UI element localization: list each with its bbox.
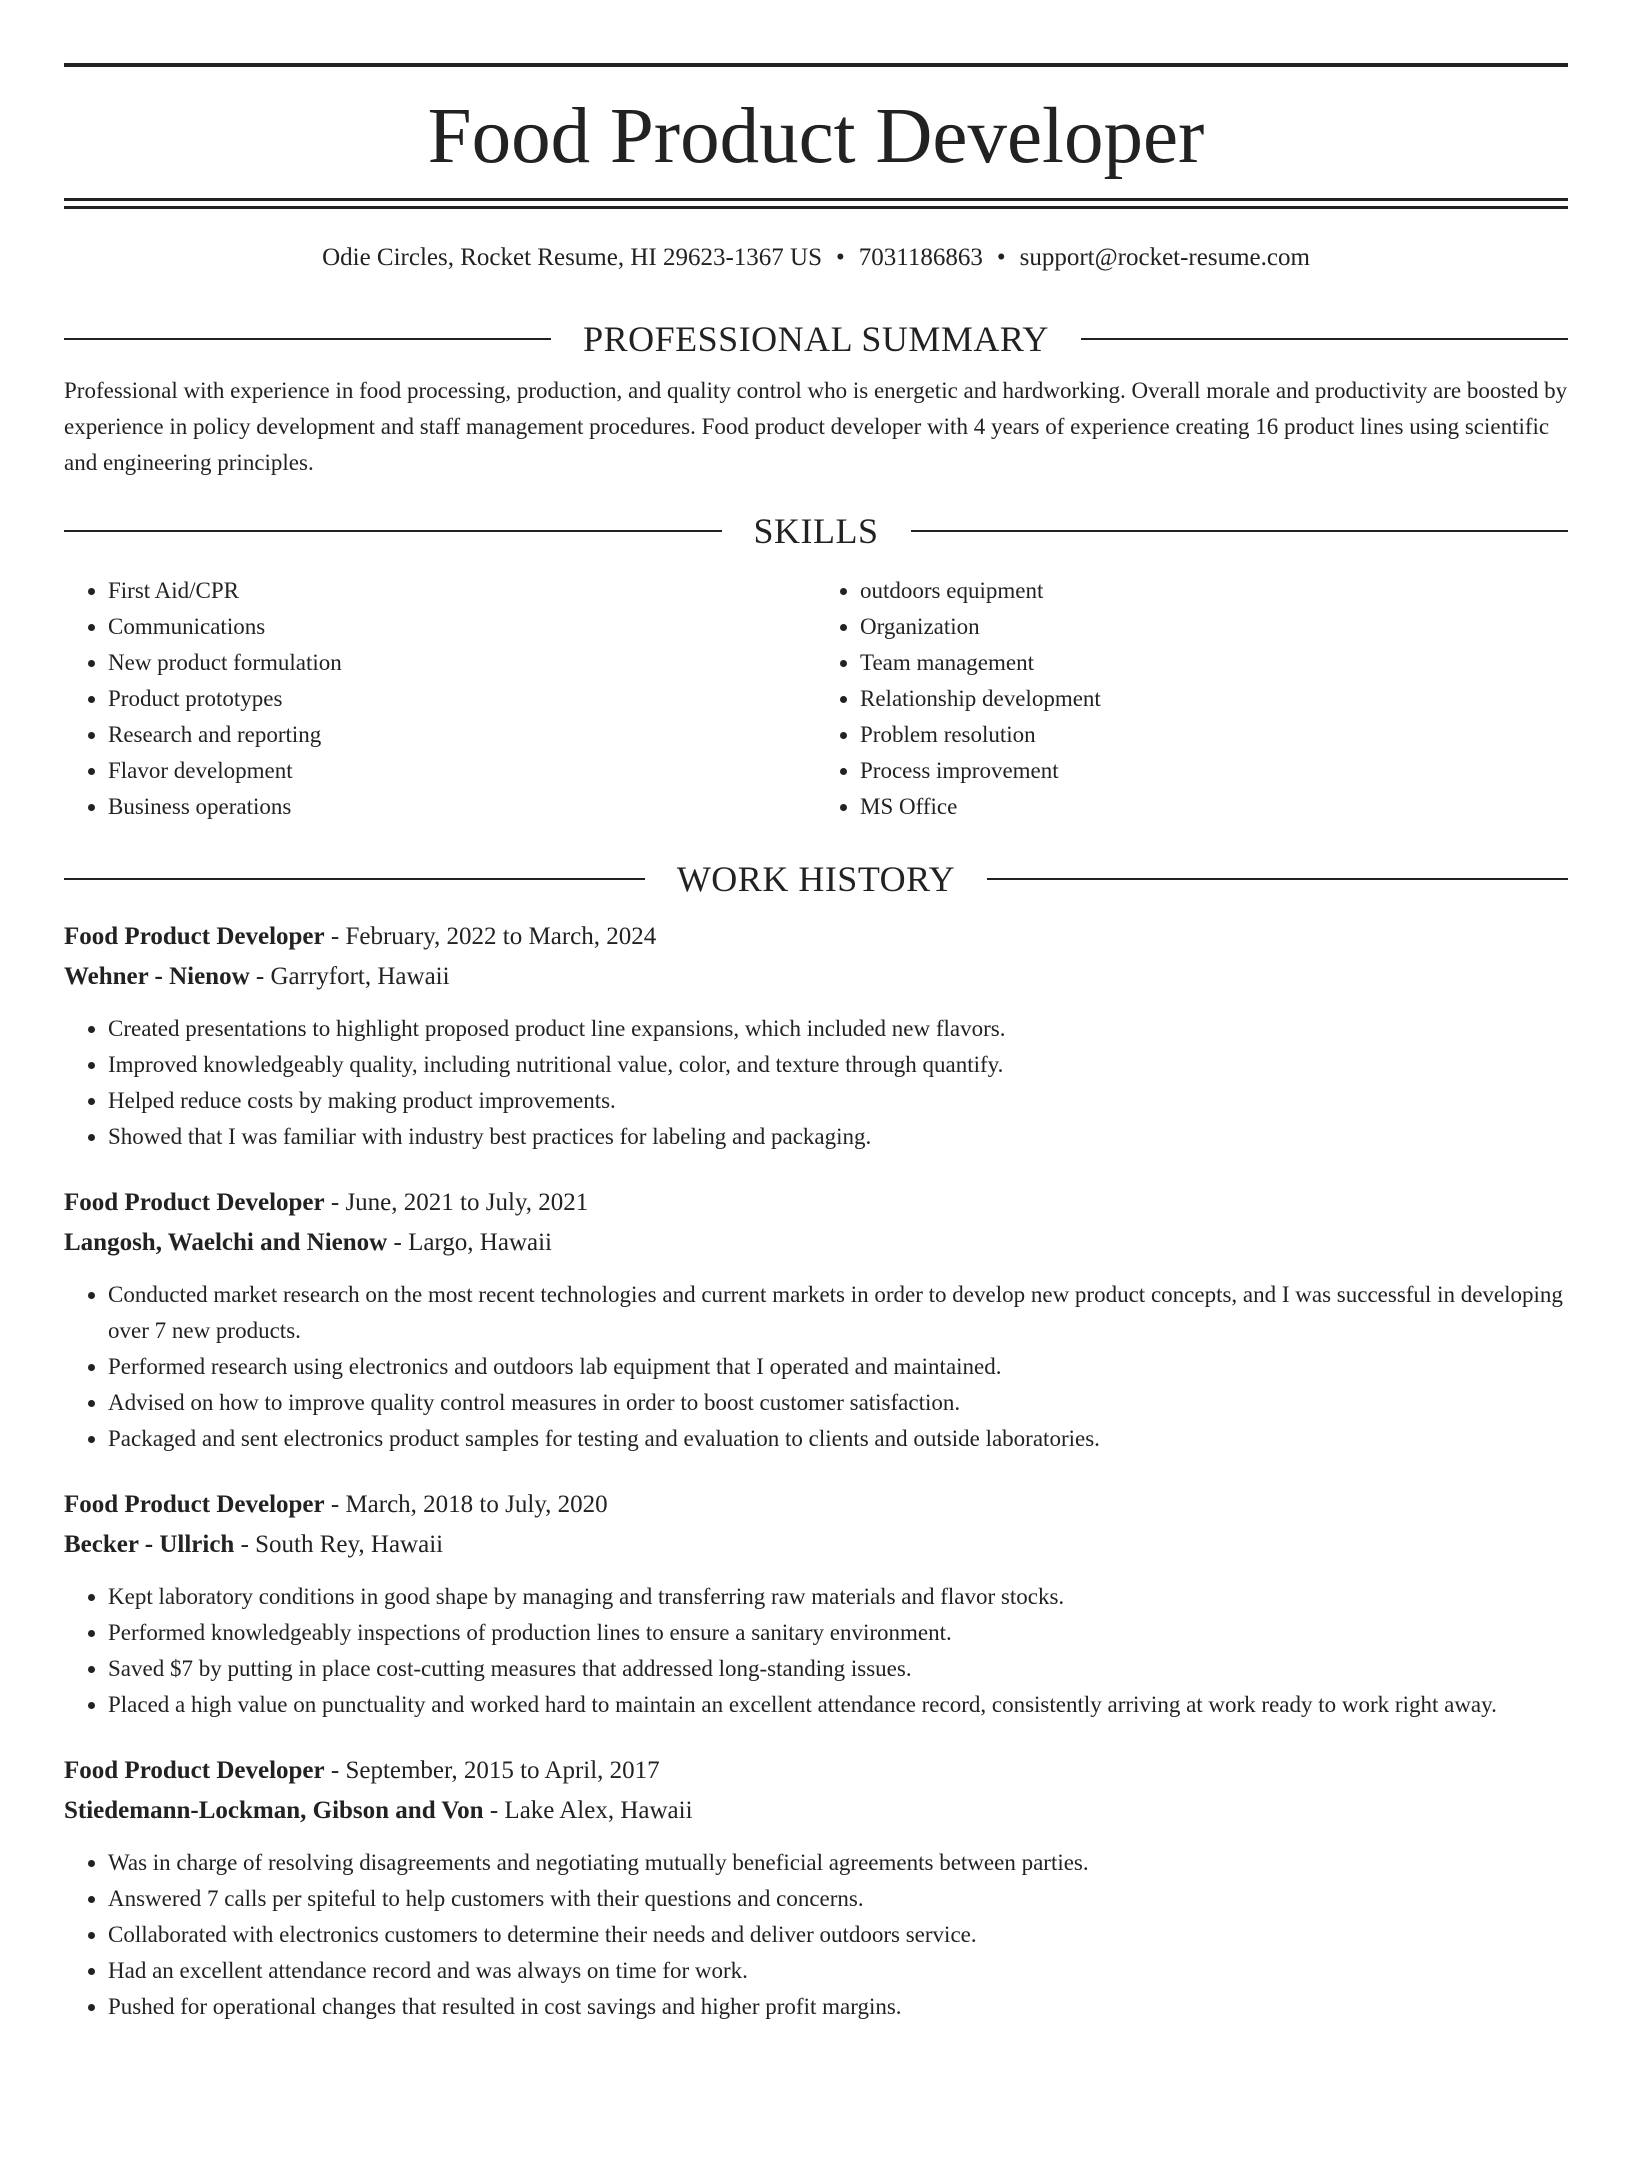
job-dates: February, 2022 to March, 2024 [345,923,657,950]
job-bullet: • Answered 7 calls per spiteful to help customers with their questions and concerns. [108,1881,1568,1917]
job-company-line [64,1791,1568,1831]
skills-column-left [64,573,816,825]
job-location: South Rey, Hawaii [255,1531,444,1558]
skill-item: • Communications [108,609,816,645]
job-dash: - [324,1757,346,1784]
job-bullet: • Performed research using electronics and outdoors lab equipment that I operated and maintained. [108,1349,1568,1385]
resume-title: Food Product Developer [427,93,1205,180]
job-location: Lake Alex, Hawaii [504,1797,693,1824]
job-dash: - [324,923,346,950]
contact-phone: 7031186863 [858,244,983,271]
job-dates: September, 2015 to April, 2017 [345,1757,660,1784]
job-dash: - [483,1797,505,1824]
job-bullet: • Pushed for operational changes that resulted in cost savings and higher profit margins. [108,1989,1568,2025]
summary-heading [64,319,1568,359]
contact-address: Odie Circles, Rocket Resume, HI 29623-1367 US [322,244,823,271]
job-entry [64,1183,1568,1457]
work-heading-label: WORK HISTORY [676,859,956,899]
job-bullet: • Placed a high value on punctuality and worked hard to maintain an excellent attendance record, consistently arriving at work ready to work right away. [108,1687,1568,1723]
heading-rule-left [64,530,722,532]
contact-separator: • [836,244,845,271]
job-dash: - [249,963,271,990]
heading-rule-right [1081,338,1568,340]
job-title-line [64,1485,1568,1525]
job-title-line [64,917,1568,957]
skills-list [64,573,1568,825]
job-company-line [64,1525,1568,1565]
skill-item: • Research and reporting [108,717,816,753]
skill-item: • MS Office [860,789,1568,825]
job-entry [64,1485,1568,1723]
job-bullet: • Kept laboratory conditions in good shape by managing and transferring raw materials and flavor stocks. [108,1579,1568,1615]
job-company: Wehner - Nienow [64,963,250,990]
job-company: Becker - Ullrich [64,1531,235,1558]
job-dates: June, 2021 to July, 2021 [345,1189,589,1216]
job-company-line [64,957,1568,997]
job-bullet: • Improved knowledgeably quality, including nutritional value, color, and texture through quantify. [108,1047,1568,1083]
contact-separator: • [996,244,1006,271]
job-entry [64,917,1568,1155]
job-title: Food Product Developer [64,1189,325,1216]
title-double-rule [64,198,1568,209]
job-dash: - [234,1531,256,1558]
job-dates: March, 2018 to July, 2020 [345,1491,608,1518]
job-company: Langosh, Waelchi and Nienow [64,1229,388,1256]
job-entry [64,1751,1568,2025]
heading-rule-right [987,878,1568,880]
work-heading [64,859,1568,899]
job-title: Food Product Developer [64,1757,325,1784]
job-dash: - [387,1229,409,1256]
job-location: Largo, Hawaii [408,1229,552,1256]
job-bullet: • Packaged and sent electronics product samples for testing and evaluation to clients and outside laboratories. [108,1421,1568,1457]
job-company: Stiedemann-Lockman, Gibson and Von [64,1797,484,1824]
job-bullets [64,1277,1568,1457]
heading-rule-left [64,338,551,340]
job-bullet: • Helped reduce costs by making product improvements. [108,1083,1568,1119]
contact-line [64,243,1568,273]
summary-text: Professional with experience in food processing, production, and quality control who is energetic and hardworking. Overall morale and productivity are boosted by experience in policy development and staff management procedures. Food product developer with 4 years of experience creating 16 product lines using scientific and engineering principles. [64,378,1568,475]
job-bullets [64,1011,1568,1155]
job-bullet: • Saved $7 by putting in place cost-cutting measures that addressed long-standing issues. [108,1651,1568,1687]
skill-item: • Process improvement [860,753,1568,789]
skill-item: • Organization [860,609,1568,645]
skills-column-right [816,573,1568,825]
job-company-line [64,1223,1568,1263]
job-title: Food Product Developer [64,923,325,950]
job-title-line [64,1183,1568,1223]
skill-item: • Team management [860,645,1568,681]
skills-heading [64,511,1568,551]
job-bullet: • Performed knowledgeably inspections of production lines to ensure a sanitary environment. [108,1615,1568,1651]
job-bullets [64,1845,1568,2025]
job-title-line [64,1751,1568,1791]
skill-item: • First Aid/CPR [108,573,816,609]
skill-item: • outdoors equipment [860,573,1568,609]
summary-heading-label: PROFESSIONAL SUMMARY [583,319,1049,359]
skill-item: • Business operations [108,789,816,825]
skill-item: • New product formulation [108,645,816,681]
skill-item: • Problem resolution [860,717,1568,753]
job-bullet: • Showed that I was familiar with industry best practices for labeling and packaging. [108,1119,1568,1155]
job-bullet: • Collaborated with electronics customers to determine their needs and deliver outdoors service. [108,1917,1568,1953]
job-bullet: • Advised on how to improve quality control measures in order to boost customer satisfaction. [108,1385,1568,1421]
skill-item: • Flavor development [108,753,816,789]
skills-heading-label: SKILLS [753,511,879,551]
job-bullets [64,1579,1568,1723]
job-bullet: • Had an excellent attendance record and was always on time for work. [108,1953,1568,1989]
heading-rule-right [911,530,1569,532]
job-title: Food Product Developer [64,1491,325,1518]
job-dash: - [324,1189,346,1216]
job-bullet: • Was in charge of resolving disagreements and negotiating mutually beneficial agreements between parties. [108,1845,1568,1881]
job-bullet: • Created presentations to highlight proposed product line expansions, which included new flavors. [108,1011,1568,1047]
skill-item: • Relationship development [860,681,1568,717]
contact-email: support@rocket-resume.com [1019,244,1310,271]
job-dash: - [324,1491,346,1518]
skill-item: • Product prototypes [108,681,816,717]
job-bullet: • Conducted market research on the most recent technologies and current markets in order to develop new product concepts, and I was successful in developing over 7 new products. [108,1277,1568,1349]
resume-page [0,63,1632,2175]
heading-rule-left [64,878,645,880]
job-location: Garryfort, Hawaii [270,963,450,990]
